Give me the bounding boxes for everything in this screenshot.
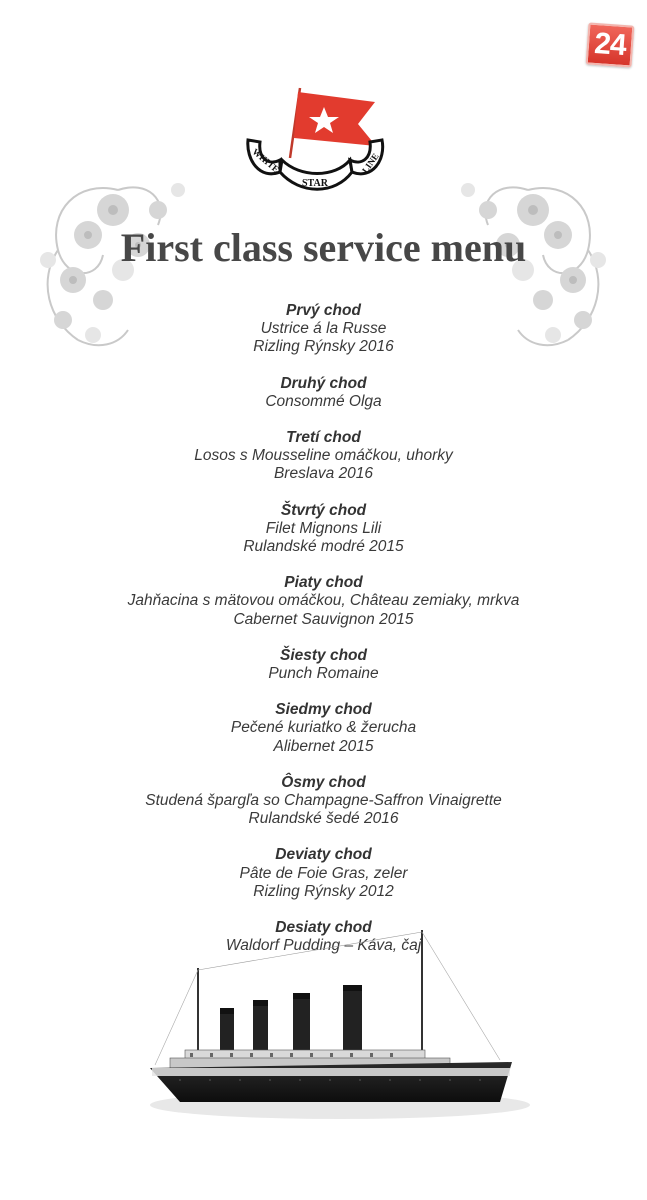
course-wine: Rulandské modré 2015	[243, 538, 404, 556]
course-item	[0, 429, 647, 484]
course-name: Desiaty chod	[275, 919, 372, 937]
course-item	[0, 502, 647, 557]
course-dish: Waldorf Pudding – Káva, čaj	[225, 937, 422, 955]
course-dish: Losos s Mousseline omáčkou, uhorky	[194, 447, 453, 465]
course-item	[0, 302, 647, 357]
course-name: Šiesty chod	[280, 646, 367, 664]
course-name: Tretí chod	[286, 429, 361, 447]
banner-word-white: WHITE	[250, 146, 282, 175]
course-wine: Rulandské šedé 2016	[248, 810, 399, 828]
course-dish: Pâte de Foie Gras, zeler	[239, 864, 408, 882]
course-name: Ôsmy chod	[281, 773, 366, 791]
course-item	[0, 574, 647, 629]
course-name: Štvrtý chod	[280, 501, 367, 519]
course-wine: Cabernet Sauvignon 2015	[233, 610, 414, 628]
course-name: Deviaty chod	[275, 846, 372, 864]
course-list	[0, 302, 647, 973]
course-wine: Breslava 2016	[273, 465, 374, 483]
site-badge-24[interactable]: 24	[586, 22, 635, 67]
course-dish: Studená špargľa so Champagne-Saffron Vinaigrette	[145, 792, 502, 810]
course-wine: Rizling Rýnsky 2016	[253, 338, 394, 356]
course-wine: Alibernet 2015	[273, 737, 374, 755]
course-name: Prvý chod	[286, 302, 361, 319]
course-dish: Consommé Olga	[265, 392, 382, 410]
course-name: Druhý chod	[280, 374, 367, 392]
banner-word-line: LINE	[359, 151, 381, 176]
course-item	[0, 774, 647, 829]
course-item	[0, 647, 647, 683]
course-name: Piaty chod	[284, 574, 363, 592]
course-dish: Jahňacina s mätovou omáčkou, Château zemiaky, mrkva	[127, 592, 520, 610]
course-item	[0, 375, 647, 411]
course-dish: Filet Mignons Lili	[265, 519, 382, 537]
titanic-ship-illustration	[140, 890, 540, 1130]
course-dish: Pečené kuriatko & žerucha	[230, 719, 417, 737]
course-dish: Ustrice á la Russe	[260, 320, 387, 338]
banner-word-star: STAR	[302, 178, 328, 189]
course-wine: Rizling Rýnsky 2012	[253, 882, 394, 900]
menu-title: First class service menu	[120, 225, 527, 270]
course-name: Siedmy chod	[275, 701, 372, 719]
course-dish: Punch Romaine	[268, 665, 379, 683]
white-star-line-logo	[240, 80, 390, 205]
course-item	[0, 701, 647, 756]
